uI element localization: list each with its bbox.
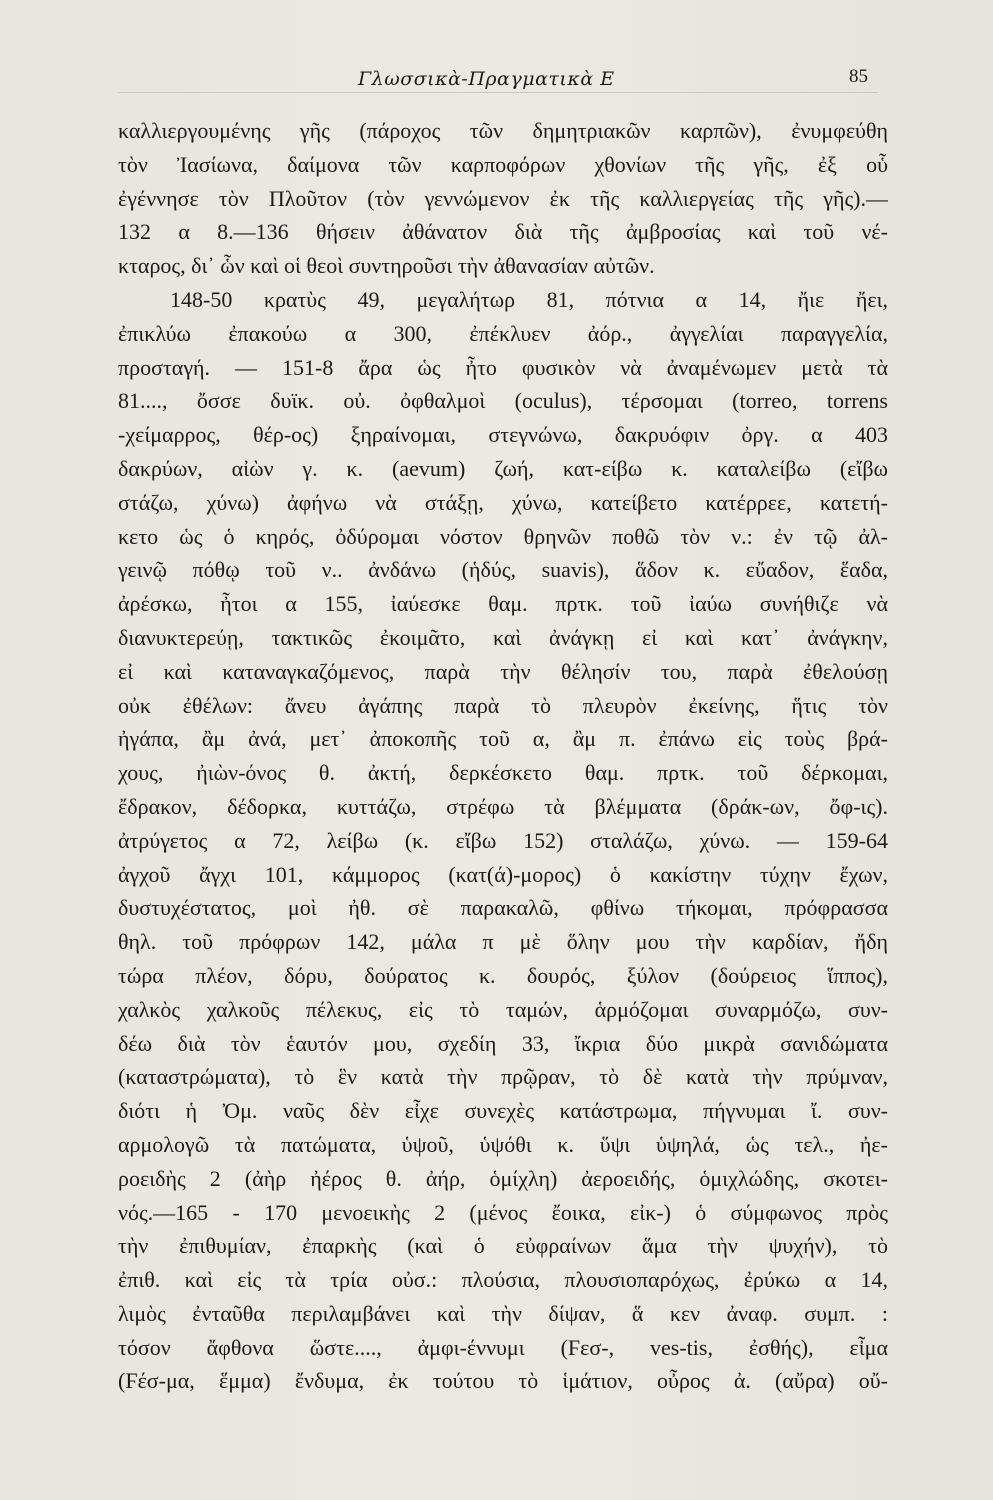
text-line: δυστυχέστατος, μοὶ ἠθ. σὲ παρακαλῶ, φθίνω τήκομαι, πρόφρασσα <box>118 895 888 921</box>
text-line: ἀγχοῦ ἄγχι 101, κάμμορος (κατ(ά)-μορος) ὁ κακίστην τύχην ἔχων, <box>118 861 888 887</box>
page-header <box>118 62 878 93</box>
text-line: προσταγή. — 151-8 ἄρα ὡς ἦτο φυσικὸν νὰ ἀναμένωμεν μετὰ τὰ <box>118 354 888 380</box>
text-line: ροειδὴς 2 (ἀὴρ ἠέρος θ. ἀήρ, ὁμίχλη) ἀεροειδής, ὁμιχλώδης, σκοτει- <box>118 1165 888 1191</box>
text-line: χους, ἠιὼν-όνος θ. ἀκτή, δερκέσκετο θαμ. πρτκ. τοῦ δέρκομαι, <box>118 760 888 786</box>
text-line: ἐπιθ. καὶ εἰς τὰ τρία οὐσ.: πλούσια, πλουσιοπαρόχως, ἐρύκω α 14, <box>118 1267 888 1293</box>
text-line: χαλκὸς χαλκοῦς πέλεκυς, εἰς τὸ ταμών, ἁρμόζομαι συναρμόζω, συν- <box>118 996 888 1022</box>
text-line: ἐπικλύω ἐπακούω α 300, ἐπέκλυεν ἀόρ., ἀγγελίαι παραγγελία, <box>118 320 888 346</box>
text-line: διότι ἡ Ὀμ. ναῦς δὲν εἶχε συνεχὲς κατάστρωμα, πήγνυμαι ἴ. συν- <box>118 1098 888 1124</box>
text-line: δακρύων, αἰὼν γ. κ. (aevum) ζωή, κατ-είβω κ. καταλείβω (εἴβω <box>118 455 888 481</box>
text-line: 81...., ὄσσε δυϊκ. οὐ. ὀφθαλμοὶ (oculus), τέρσομαι (torreo, torrens <box>118 388 888 414</box>
text-line: διανυκτερεύῃ, τακτικῶς ἐκοιμᾶτο, καὶ ἀνάγκῃ εἰ καὶ κατ᾽ ἀνάγκην, <box>118 624 888 650</box>
running-title: Γλωσσικὰ-Πραγματικὰ Ε <box>358 68 615 90</box>
text-line: οὐκ ἐθέλων: ἄνευ ἀγάπης παρὰ τὸ πλευρὸν ἐκείνης, ἥτις τὸν <box>118 692 888 718</box>
text-line: -χείμαρρος, θέρ-ος) ξηραίνομαι, στεγνώνω, δακρυόφιν ὀργ. α 403 <box>118 422 888 448</box>
text-line: εἰ καὶ καταναγκαζόμενος, παρὰ τὴν θέλησίν του, παρὰ ἐθελούσῃ <box>118 658 888 684</box>
text-line: κετο ὡς ὁ κηρός, ὀδύρομαι νόστον θρηνῶν ποθῶ τὸν ν.: ἐν τῷ ἀλ- <box>118 523 888 549</box>
text-line: ἐγέννησε τὸν Πλοῦτον (τὸν γεννώμενον ἐκ τῆς καλλιεργείας τῆς γῆς).— <box>118 185 888 211</box>
page-number: 85 <box>849 66 868 87</box>
text-line: 132 α 8.—136 θήσειν ἀθάνατον διὰ τῆς ἀμβροσίας καὶ τοῦ νέ- <box>118 219 888 245</box>
text-line: νός.—165 - 170 μενοεικὴς 2 (μένος ἔοικα, εἰκ-) ὁ σύμφωνος πρὸς <box>118 1199 888 1225</box>
text-line: τὸν Ἰασίωνα, δαίμονα τῶν καρποφόρων χθονίων τῆς γῆς, ἐξ οὗ <box>118 151 888 177</box>
text-line: αρμολογῶ τὰ πατώματα, ὑψοῦ, ὑψόθι κ. ὕψι ὑψηλά, ὡς τελ., ἠε- <box>118 1131 888 1157</box>
body-text <box>118 114 888 1398</box>
text-line: ἀτρύγετος α 72, λείβω (κ. εἴβω 152) σταλάζω, χύνω. — 159-64 <box>118 827 888 853</box>
text-line: 148-50 κρατὺς 49, μεγαλήτωρ 81, πότνια α 14, ἤιε ἤει, <box>170 286 888 312</box>
text-line: λιμὸς ἐνταῦθα περιλαμβάνει καὶ τὴν δίψαν, ἅ κεν ἀναφ. συμπ. : <box>118 1300 888 1326</box>
text-line: δέω διὰ τὸν ἑαυτόν μου, σχεδίη 33, ἴκρια δύο μικρὰ σανιδώματα <box>118 1030 888 1056</box>
text-line: (Ϝέσ-μα, ἕμμα) ἔνδυμα, ἐκ τούτου τὸ ἱμάτιον, οὖρος ἀ. (αὔρα) οὔ- <box>118 1368 888 1394</box>
text-line: κταρος, δι᾽ ὧν καὶ οἱ θεοὶ συντηροῦσι τὴν ἀθανασίαν αὐτῶν. <box>118 253 655 279</box>
text-line: ἠγάπα, ἂμ ἀνά, μετ᾽ ἀποκοπῆς τοῦ α, ἂμ π. ἐπάνω εἰς τοὺς βρά- <box>118 726 888 752</box>
text-line: τόσον ἄφθονα ὥστε...., ἀμφι-έννυμι (Ϝεσ-, ves-tis, ἐσθής), εἶμα <box>118 1334 888 1360</box>
text-line: τώρα πλέον, δόρυ, δούρατος κ. δουρός, ξύλον (δούρειος ἵππος), <box>118 962 888 988</box>
text-line: θηλ. τοῦ πρόφρων 142, μάλα π μὲ ὅλην μου τὴν καρδίαν, ἤδη <box>118 929 888 955</box>
text-line: ἔδρακον, δέδορκα, κυττάζω, στρέφω τὰ βλέμματα (δράκ-ων, ὄφ-ις). <box>118 793 888 819</box>
text-line: (καταστρώματα), τὸ ἓν κατὰ τὴν πρῷραν, τὸ δὲ κατὰ τὴν πρύμναν, <box>118 1064 888 1090</box>
text-line: ἀρέσκω, ἦτοι α 155, ἰαύεσκε θαμ. πρτκ. τοῦ ἰαύω συνήθιζε νὰ <box>118 591 888 617</box>
text-line: τὴν ἐπιθυμίαν, ἐπαρκὴς (καὶ ὁ εὐφραίνων ἅμα τὴν ψυχήν), τὸ <box>118 1233 888 1259</box>
text-line: γεινῷ πόθῳ τοῦ ν.. ἀνδάνω (ἡδύς, suavis), ἅδον κ. εὔαδον, ἕαδα, <box>118 557 888 583</box>
text-line: καλλιεργουμένης γῆς (πάροχος τῶν δημητριακῶν καρπῶν), ἐνυμφεύθη <box>118 118 888 143</box>
text-line: στάζω, χύνω) ἀφήνω νὰ στάξῃ, χύνω, κατείβετο κατέρρεε, κατετή- <box>118 489 888 515</box>
